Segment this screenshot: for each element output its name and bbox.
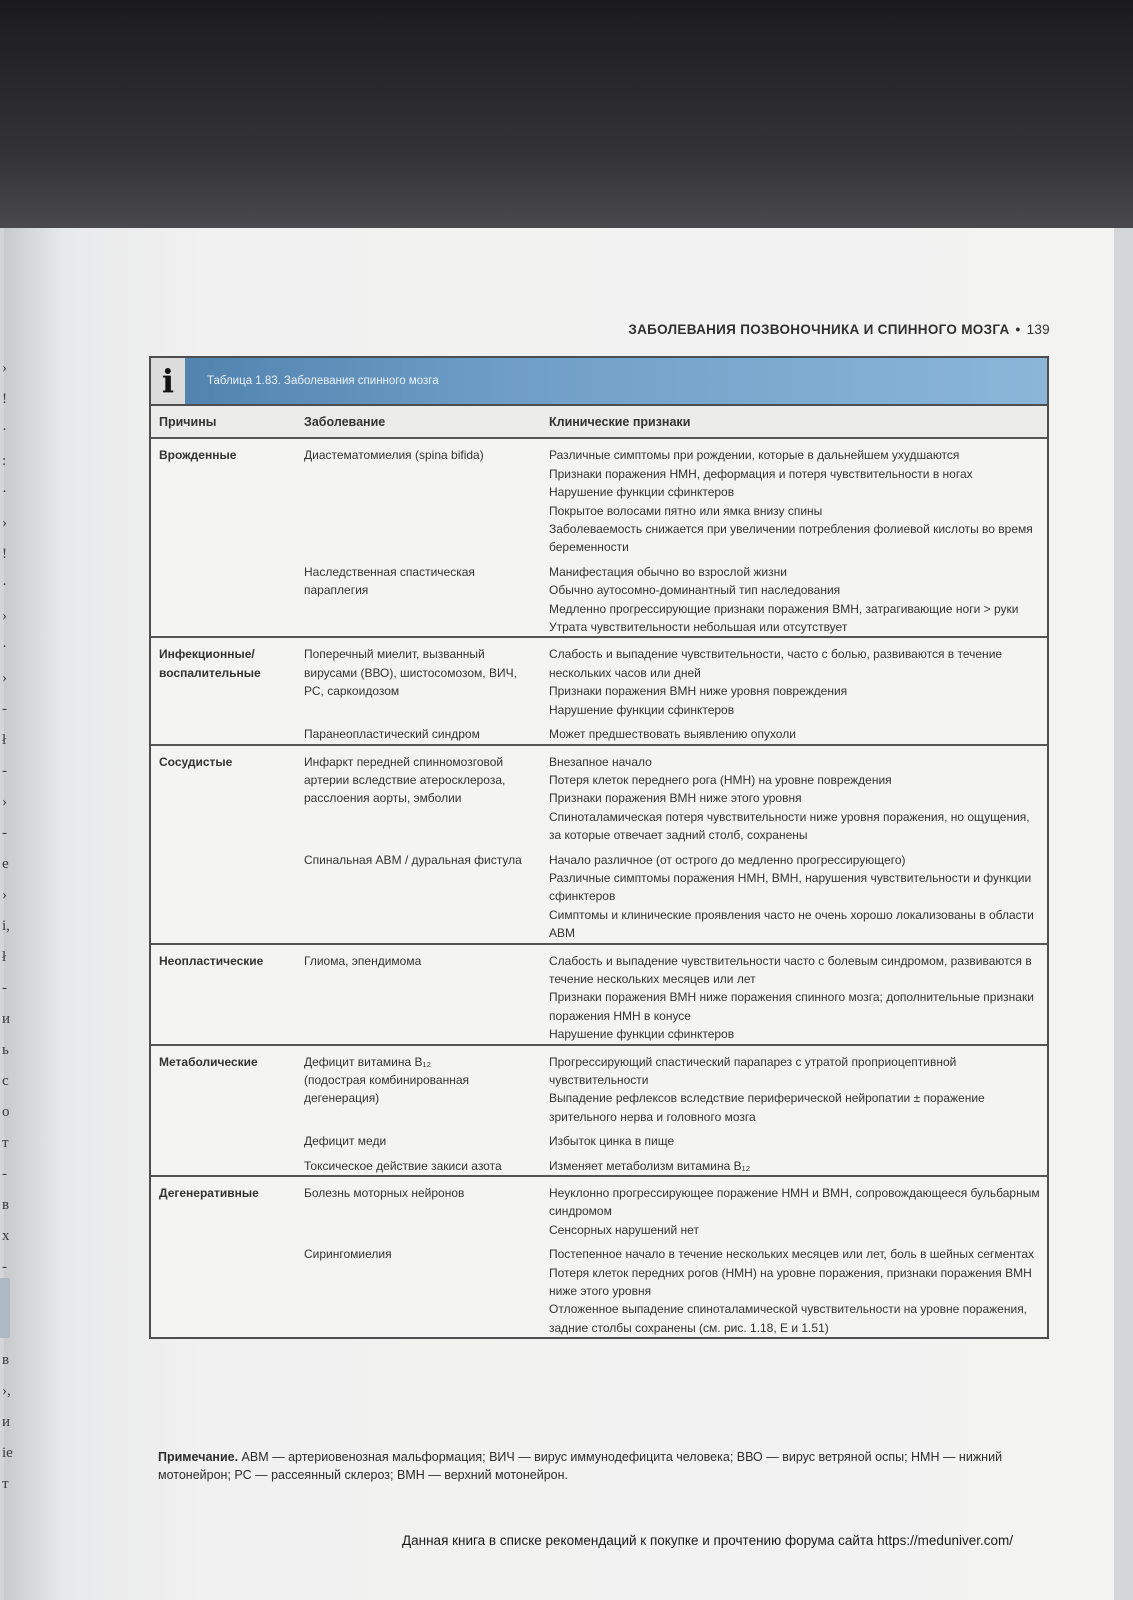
sign-line: Признаки поражения ВМН ниже уровня повреждения	[549, 684, 848, 699]
cause-cell	[151, 745, 296, 845]
margin-fragment: ł	[2, 949, 7, 965]
cause-cell	[151, 637, 296, 719]
sign-line: Сенсорных нарушений нет	[549, 1222, 699, 1237]
signs-cell	[541, 719, 1047, 744]
running-head-title: ЗАБОЛЕВАНИЯ ПОЗВОНОЧНИКА И СПИННОГО МОЗГА	[628, 322, 1010, 337]
margin-fragment: !	[2, 546, 7, 562]
sign-line: Выпадение рефлексов вследствие периферической нейропатии ± поражение зрительного нерва и головного мозга	[549, 1091, 985, 1124]
sign-line: Заболеваемость снижается при увеличении потребления фолиевой кислоты во время беременности	[549, 522, 1033, 555]
margin-fragment: ›	[2, 515, 7, 531]
margin-fragment: ›	[2, 608, 7, 624]
cause-cell	[151, 1239, 296, 1337]
disease-line: Спинальная АВМ / дуральная фистула	[304, 852, 522, 867]
table-body	[151, 406, 1047, 1337]
cause-cell	[151, 944, 296, 1045]
margin-fragment: !	[2, 391, 7, 407]
sign-line: Признаки поражения ВМН ниже этого уровня	[549, 791, 802, 806]
table-row	[151, 557, 1047, 638]
margin-fragment: -	[2, 1166, 7, 1182]
signs-cell	[541, 1151, 1047, 1176]
table-row	[151, 1239, 1047, 1337]
cause-cell	[151, 1045, 296, 1127]
table-caption-banner	[151, 358, 1047, 406]
table-row	[151, 1045, 1047, 1127]
spinal-cord-diseases-table	[149, 356, 1049, 1339]
margin-fragment: ь	[2, 1042, 9, 1058]
sign-line: Внезапное начало	[549, 754, 652, 769]
disease-line: Наследственная спастическая параплегия	[304, 564, 475, 598]
margin-fragment: в	[2, 1352, 10, 1368]
signs-cell	[541, 557, 1047, 638]
sign-line: Может предшествовать выявлению опухоли	[549, 727, 796, 742]
cause-cell	[151, 845, 296, 944]
disease-line: Болезнь моторных нейронов	[304, 1186, 465, 1201]
margin-fragment: ›	[2, 887, 7, 903]
margin-fragment: ›,	[2, 1383, 11, 1399]
margin-fragment: ·	[2, 639, 7, 655]
sign-line: Потеря клеток переднего рога (НМН) на уровне повреждения	[549, 772, 892, 787]
disease-cell	[296, 1045, 541, 1127]
sign-line: Признаки поражения НМН, деформация и потеря чувствительности в ногах	[549, 466, 973, 481]
sign-line: Избыток цинка в пище	[549, 1134, 675, 1149]
sign-line: Слабость и выпадение чувствительности часто с болевым синдромом, развиваются в течение нескольких месяцев или лет	[549, 953, 1032, 986]
sign-line: Нарушение функции сфинктеров	[549, 702, 735, 717]
disease-cell	[296, 1126, 541, 1150]
margin-fragment: ·	[2, 422, 7, 438]
margin-fragment: и	[2, 1414, 11, 1430]
margin-fragment: ›	[2, 670, 7, 686]
margin-fragment: т	[2, 1135, 9, 1151]
table-note	[158, 1448, 1043, 1484]
margin-fragment: i,	[2, 918, 10, 934]
table-row	[151, 719, 1047, 744]
disease-line: Токсическое действие закиси азота	[304, 1158, 502, 1173]
margin-fragment: c	[2, 1073, 9, 1089]
signs-cell	[541, 1239, 1047, 1337]
sign-line: Постепенное начало в течение нескольких месяцев или лет, боль в шейных сегментах	[549, 1247, 1034, 1262]
sign-line: Слабость и выпадение чувствительности, часто с болью, развиваются в течение нескольких часов или дней	[549, 647, 1003, 680]
disease-cell	[296, 637, 541, 719]
page-number: 139	[1026, 322, 1050, 337]
margin-fragment: -	[2, 763, 7, 779]
sign-line: Утрата чувствительности небольшая или отсутствует	[549, 620, 848, 635]
table-row	[151, 1126, 1047, 1150]
margin-fragment: ie	[2, 1445, 13, 1461]
signs-cell	[541, 1126, 1047, 1150]
sign-line: Манифестация обычно во взрослой жизни	[549, 564, 787, 579]
disease-line: Дефицит меди	[304, 1134, 387, 1149]
cause-label: Сосудистые	[159, 754, 233, 769]
margin-fragment: х	[2, 1228, 10, 1244]
cause-cell	[151, 557, 296, 638]
cause-cell	[151, 438, 296, 556]
margin-fragment: ·	[2, 577, 7, 593]
disease-cell	[296, 745, 541, 845]
margin-fragment: ·	[2, 484, 7, 500]
scan-dark-top-area	[0, 0, 1133, 228]
table-caption: Таблица 1.83. Заболевания спинного мозга	[207, 375, 439, 387]
signs-cell	[541, 1176, 1047, 1239]
margin-fragment: e	[2, 856, 9, 872]
left-edge-color-tab	[0, 1278, 10, 1338]
disease-line: Глиома, эпендимома	[304, 953, 422, 968]
margin-fragment: -	[2, 825, 7, 841]
table-row	[151, 637, 1047, 719]
disease-line: Сирингомиелия	[304, 1247, 392, 1262]
cause-label: Инфекционные/ воспалительные	[159, 647, 261, 680]
disease-cell	[296, 944, 541, 1045]
margin-fragment: o	[2, 1104, 10, 1120]
margin-fragment: и	[2, 1011, 11, 1027]
info-icon: i	[151, 358, 185, 404]
margin-fragment: ›	[2, 794, 7, 810]
disease-cell	[296, 845, 541, 944]
running-head	[520, 322, 1050, 337]
margin-fragment: :	[2, 453, 7, 469]
cause-label: Дегенеративные	[159, 1186, 259, 1201]
header-causes: Причины	[151, 406, 296, 438]
disease-cell	[296, 438, 541, 556]
signs-cell	[541, 438, 1047, 556]
table-row	[151, 845, 1047, 944]
table-row	[151, 1151, 1047, 1176]
sign-line: Потеря клеток передних рогов (НМН) на уровне поражения, признаки поражения ВМН ниже этого уровня	[549, 1265, 1032, 1299]
sign-line: Прогрессирующий спастический парапарез с утратой проприоцептивной чувствительности	[549, 1054, 957, 1087]
sign-line: Различные симптомы при рождении, которые в дальнейшем ухудшаются	[549, 448, 960, 463]
signs-cell	[541, 745, 1047, 845]
sign-line: Различные симптомы поражения НМН, ВМН, нарушения чувствительности и функции сфинктеров	[549, 870, 1032, 904]
sign-line: Изменяет метаболизм витамина B₁₂	[549, 1158, 751, 1173]
signs-cell	[541, 944, 1047, 1045]
cause-label: Неопластические	[159, 953, 264, 968]
margin-fragment: ›	[2, 360, 7, 376]
running-head-bullet: •	[1015, 322, 1021, 337]
disease-cell	[296, 1151, 541, 1176]
signs-cell	[541, 845, 1047, 944]
table-row	[151, 1176, 1047, 1239]
sign-line: Начало различное (от острого до медленно прогрессирующего)	[549, 852, 906, 867]
table-row	[151, 438, 1047, 556]
sign-line: Нарушение функции сфинктеров	[549, 1027, 735, 1042]
note-text: АВМ — артериовенозная мальформация; ВИЧ — вирус иммунодефицита человека; ВВО — вирус ветряной оспы; НМН — нижний мотонейрон; РС — рассеянный склероз; ВМН — верхний мотонейрон.	[158, 1450, 1003, 1482]
cause-cell	[151, 1151, 296, 1176]
cause-cell	[151, 719, 296, 744]
sign-line: Обычно аутосомно-доминантный тип наследования	[549, 583, 841, 598]
margin-fragment: -	[2, 980, 7, 996]
sign-line: Спиноталамическая потеря чувствительности ниже уровня поражения, но ощущения, за которые отвечает задний столб, сохранены	[549, 809, 1030, 843]
disease-line: Диастематомиелия (spina bifida)	[304, 448, 484, 463]
cause-label: Врожденные	[159, 448, 237, 463]
disease-line: Дефицит витамина B₁₂	[304, 1054, 432, 1069]
table-header-row	[151, 406, 1047, 438]
disease-line: Поперечный миелит, вызванный вирусами (ВВО), шистосомозом, ВИЧ, РС, саркоидозом	[304, 647, 517, 699]
disease-line: Паранеопластический синдром	[304, 727, 480, 742]
cause-cell	[151, 1126, 296, 1150]
sign-line: Покрытое волосами пятно или ямка внизу спины	[549, 503, 823, 518]
sign-line: Отложенное выпадение спиноталамической чувствительности на уровне поражения, задние столбы сохранены (см. рис. 1.18, Е и 1.51)	[549, 1302, 1028, 1335]
disease-cell	[296, 557, 541, 638]
cause-label: Метаболические	[159, 1054, 258, 1069]
margin-fragment: в	[2, 1197, 10, 1213]
signs-cell	[541, 1045, 1047, 1127]
disease-cell	[296, 1239, 541, 1337]
sign-line: Признаки поражения ВМН ниже поражения спинного мозга; дополнительные признаки поражения НМН в конусе	[549, 990, 1034, 1023]
sign-line: Симптомы и клинические проявления часто не очень хорошо локализованы в области АВМ	[549, 907, 1034, 941]
sign-line: Медленно прогрессирующие признаки поражения ВМН, затрагивающие ноги > руки	[549, 601, 1019, 616]
footer-watermark-text: Данная книга в списке рекомендаций к покупке и прочтению форума сайта https://meduniver.com/	[402, 1533, 1013, 1548]
table-row	[151, 745, 1047, 845]
table-row	[151, 944, 1047, 1045]
margin-fragment: -	[2, 1259, 7, 1275]
header-clinical-signs: Клинические признаки	[541, 406, 1047, 438]
margin-fragment: ł	[2, 732, 7, 748]
margin-fragment: т	[2, 1476, 9, 1492]
cause-cell	[151, 1176, 296, 1239]
header-disease: Заболевание	[296, 406, 541, 438]
sign-line: Нарушение функции сфинктеров	[549, 485, 735, 500]
disease-line: (подострая комбинированная дегенерация)	[304, 1073, 470, 1106]
margin-fragment: -	[2, 701, 7, 717]
sign-line: Неуклонно прогрессирующее поражение НМН и ВМН, сопровождающееся бульбарным синдромом	[549, 1186, 1040, 1219]
note-label: Примечание.	[158, 1450, 239, 1464]
disease-line: Инфаркт передней спинномозговой артерии вследствие атеросклероза, расслоения аорты, эмболии	[304, 754, 506, 806]
signs-cell	[541, 637, 1047, 719]
disease-cell	[296, 1176, 541, 1239]
disease-cell	[296, 719, 541, 744]
